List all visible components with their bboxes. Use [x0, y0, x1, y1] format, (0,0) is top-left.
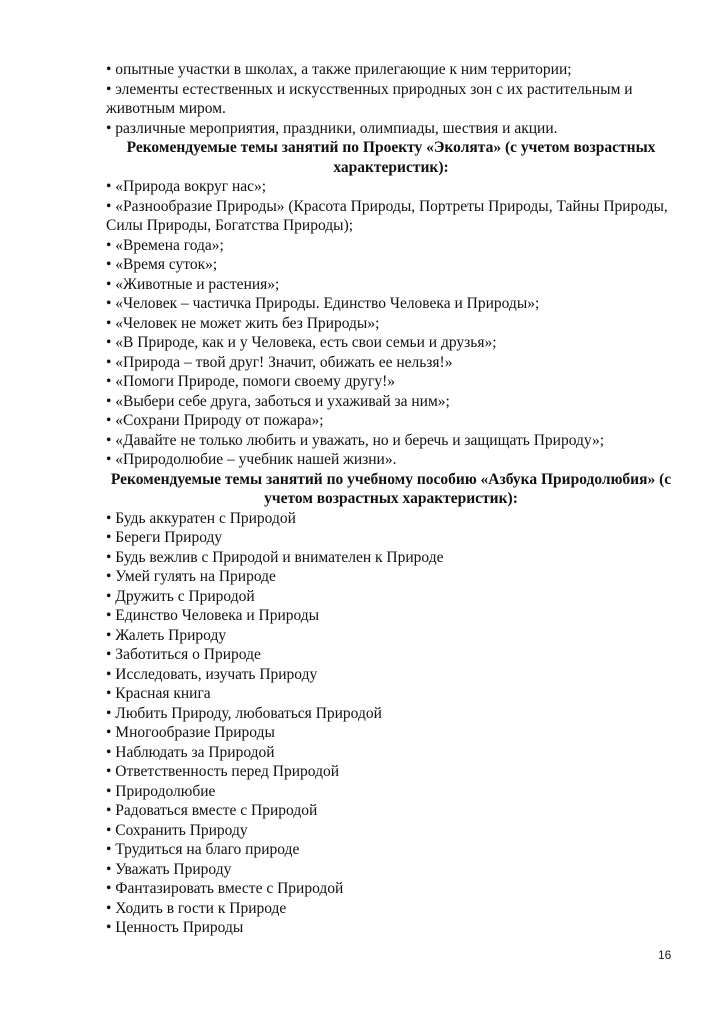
list-item: • Природолюбие [106, 782, 216, 800]
list-item: • Сохранить Природу [106, 821, 248, 839]
list-item: • «Природа вокруг нас»; [106, 178, 267, 195]
list-item: • «Выбери себе друга, заботься и ухаживай за ним»; [106, 392, 450, 410]
list-item: • «Природолюбие – учебник нашей жизни». [106, 451, 397, 468]
list-item: • «Давайте не только любить и уважать, но и беречь и защищать Природу»; [106, 431, 605, 449]
list-item: • «Времена года»; [106, 236, 224, 254]
list-item: • опытные участки в школах, а также прилегающие к ним территории; [106, 61, 572, 78]
list-item: • Красная книга [106, 685, 211, 702]
list-item: • «Разнообразие Природы» (Красота Природы, Портреты Природы, Тайны Природы, Силы Природы, Богатства Природы); [106, 197, 668, 234]
list-item: • Уважать Природу [106, 860, 232, 878]
list-item: • «Помоги Природе, помоги своему другу!» [106, 373, 395, 390]
azbuka-topics-list [106, 509, 676, 938]
list-item: • Заботиться о Природе [106, 646, 261, 663]
list-item: • Единство Человека и Природы [106, 607, 320, 624]
list-item: • Фантазировать вместе с Природой [106, 880, 344, 897]
list-item: • «Человек – частичка Природы. Единство Человека и Природы»; [106, 295, 540, 312]
list-item: • Любить Природу, любоваться Природой [106, 704, 382, 722]
page-number: 16 [658, 948, 672, 962]
list-item: • Будь вежлив с Природой и внимателен к Природе [106, 548, 444, 566]
section-heading-ecolyata: Рекомендуемые темы занятий по Проекту «Эколята» (с учетом возрастных характеристик): [126, 139, 656, 176]
list-item: • Береги Природу [106, 529, 223, 546]
document-page [106, 60, 676, 938]
list-item: • Ценность Природы [106, 919, 244, 936]
list-item: • Будь аккуратен с Природой [106, 509, 296, 527]
intro-list [106, 60, 676, 138]
list-item: • «Время суток»; [106, 256, 218, 273]
list-item: • «Сохрани Природу от пожара»; [106, 412, 324, 429]
list-item: • Многообразие Природы [106, 724, 275, 741]
list-item: • «Природа – твой друг! Значит, обижать ее нельзя!» [106, 353, 453, 371]
ecolyata-topics-list [106, 177, 676, 470]
list-item: • различные мероприятия, праздники, олимпиады, шествия и акции. [106, 119, 558, 137]
list-item: • Ходить в гости к Природе [106, 899, 287, 917]
list-item: • Ответственность перед Природой [106, 763, 340, 780]
list-item: • Наблюдать за Природой [106, 743, 275, 761]
list-item: • «Животные и растения»; [106, 275, 280, 293]
section-heading-azbuka: Рекомендуемые темы занятий по учебному пособию «Азбука Природолюбия» (с учетом возрастных характеристик): [110, 470, 672, 507]
list-item: • Радоваться вместе с Природой [106, 802, 318, 819]
list-item: • Жалеть Природу [106, 626, 227, 644]
list-item: • элементы естественных и искусственных природных зон с их растительным и животным миром. [106, 80, 633, 117]
list-item: • «В Природе, как и у Человека, есть свои семьи и друзья»; [106, 334, 497, 351]
list-item: • Трудиться на благо природе [106, 841, 300, 858]
list-item: • Дружить с Природой [106, 587, 255, 605]
list-item: • Умей гулять на Природе [106, 568, 276, 585]
list-item: • Исследовать, изучать Природу [106, 665, 318, 683]
list-item: • «Человек не может жить без Природы»; [106, 314, 380, 332]
